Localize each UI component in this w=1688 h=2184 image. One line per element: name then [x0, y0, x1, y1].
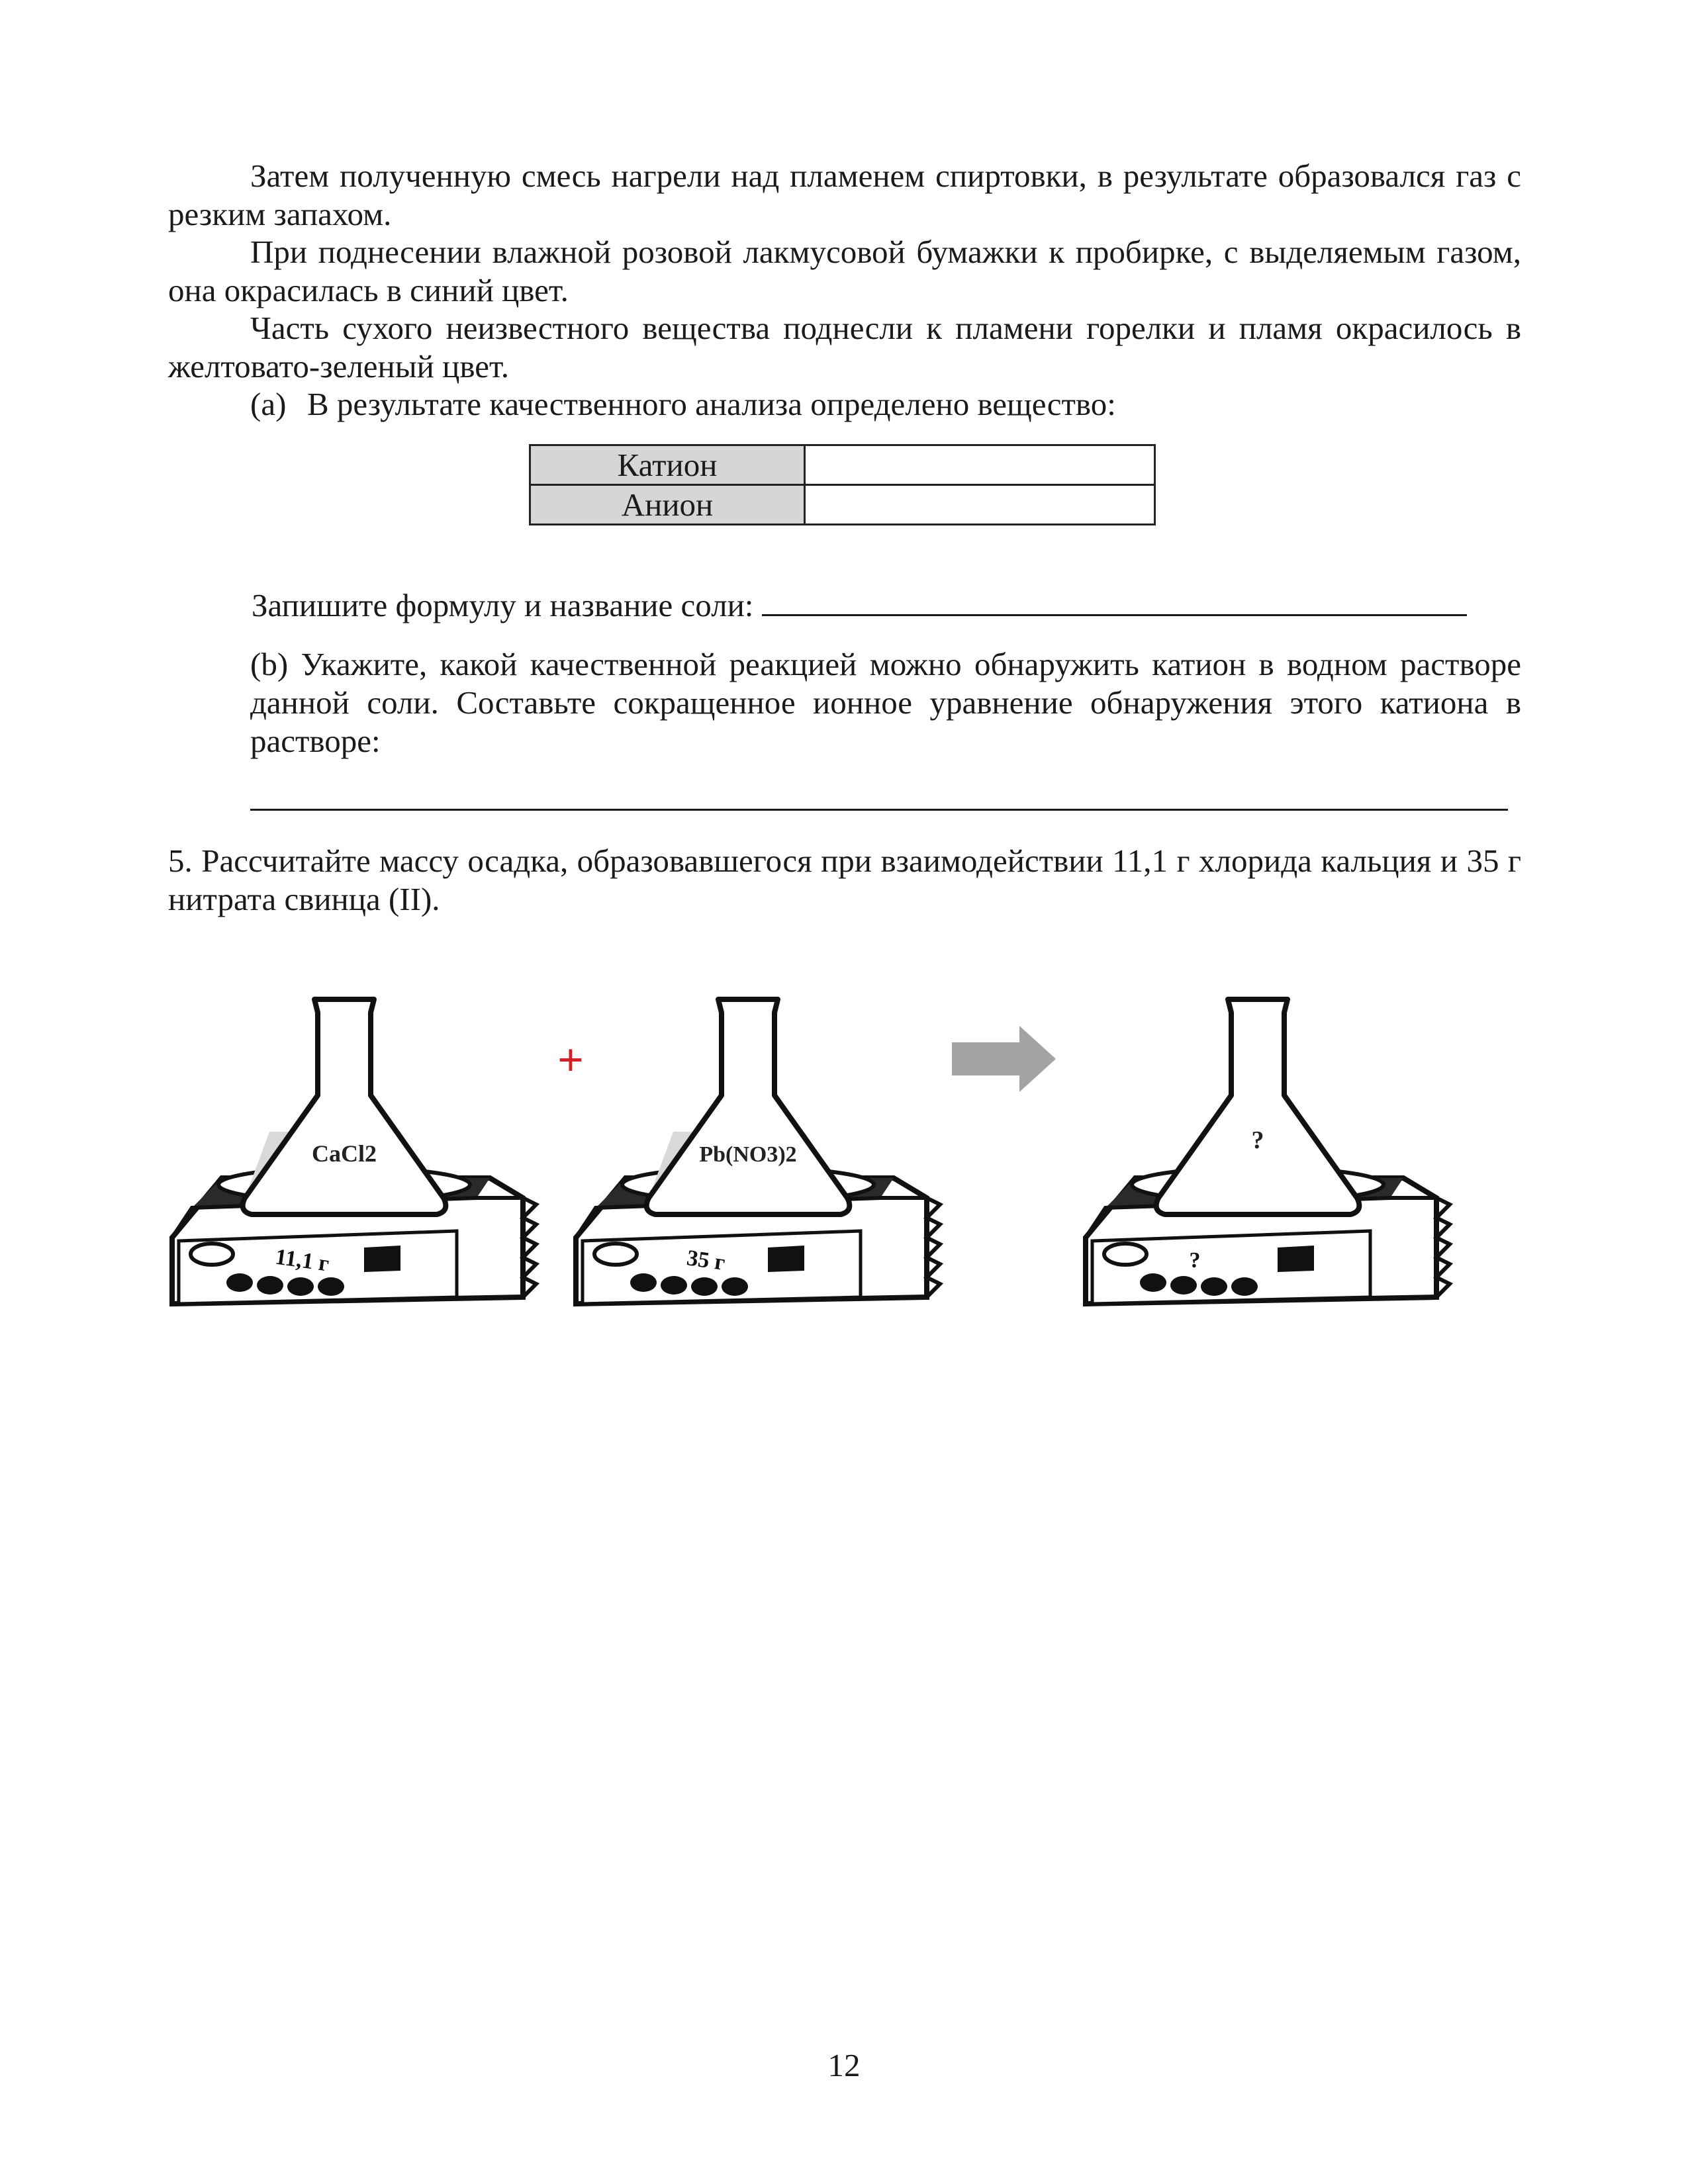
- plus-symbol: +: [557, 1035, 584, 1086]
- question-a-marker: (a): [250, 386, 287, 422]
- flask-2-label: Pb(NO3)2: [699, 1142, 797, 1167]
- task-5: 5. Рассчитайте массу осадка, образовавшегося при взаимодействии 11,1 г хлорида кальция и 35 г нитрата свинца (II).: [168, 842, 1521, 917]
- question-a-text: В результате качественного анализа определено вещество:: [307, 386, 1116, 422]
- question-b: (b) Укажите, какой качественной реакцией можно обнаружить катион в водном растворе данной соли. Составьте сокращенное ионное уравнение обнаружения этого катиона в растворе:: [250, 646, 1521, 759]
- formula-prompt: Запишите формулу и название соли:: [252, 587, 754, 623]
- reaction-illustration: [165, 953, 1503, 1337]
- anion-answer-cell[interactable]: [805, 485, 1155, 525]
- ion-table-row-anion: [530, 485, 1155, 525]
- ion-table: [529, 444, 1156, 525]
- ionic-equation-answer-line[interactable]: [250, 809, 1508, 811]
- reaction-figure-svg: [165, 953, 1503, 1337]
- flask-group-3: [1086, 999, 1450, 1304]
- flask-3-label: ?: [1251, 1126, 1264, 1154]
- scale-3-reading: ?: [1189, 1248, 1201, 1273]
- page-number: 12: [827, 2047, 861, 2083]
- paragraph-gas-formation: Затем полученную смесь нагрели над пламенем спиртовки, в результате образовался газ с резким запахом.: [168, 158, 1521, 232]
- cation-answer-cell[interactable]: [805, 445, 1155, 485]
- formula-answer-blank[interactable]: [762, 588, 977, 616]
- reaction-arrow-icon: [952, 1026, 1056, 1092]
- formula-prompt-line: [252, 586, 1467, 625]
- scale-1-reading: 11,1 г: [273, 1244, 331, 1277]
- paragraph-flame-test: Часть сухого неизвестного вещества поднесли к пламени горелки и пламя окрасилось в желтовато-зеленый цвет.: [168, 310, 1521, 385]
- scale-2-reading: 35 г: [685, 1246, 727, 1275]
- flask-1-label: CaCl2: [312, 1140, 377, 1167]
- paragraph-litmus-test: При поднесении влажной розовой лакмусовой бумажки к пробирке, с выделяемым газом, она окрасилась в синий цвет.: [168, 234, 1521, 308]
- salt-name-answer-blank[interactable]: [977, 588, 1467, 616]
- cation-label: Катион: [530, 445, 805, 485]
- flask-group-2: [576, 999, 940, 1304]
- anion-label: Анион: [530, 485, 805, 525]
- ion-table-row-cation: [530, 445, 1155, 485]
- flask-group-1: [172, 999, 536, 1304]
- question-a: [250, 385, 1116, 424]
